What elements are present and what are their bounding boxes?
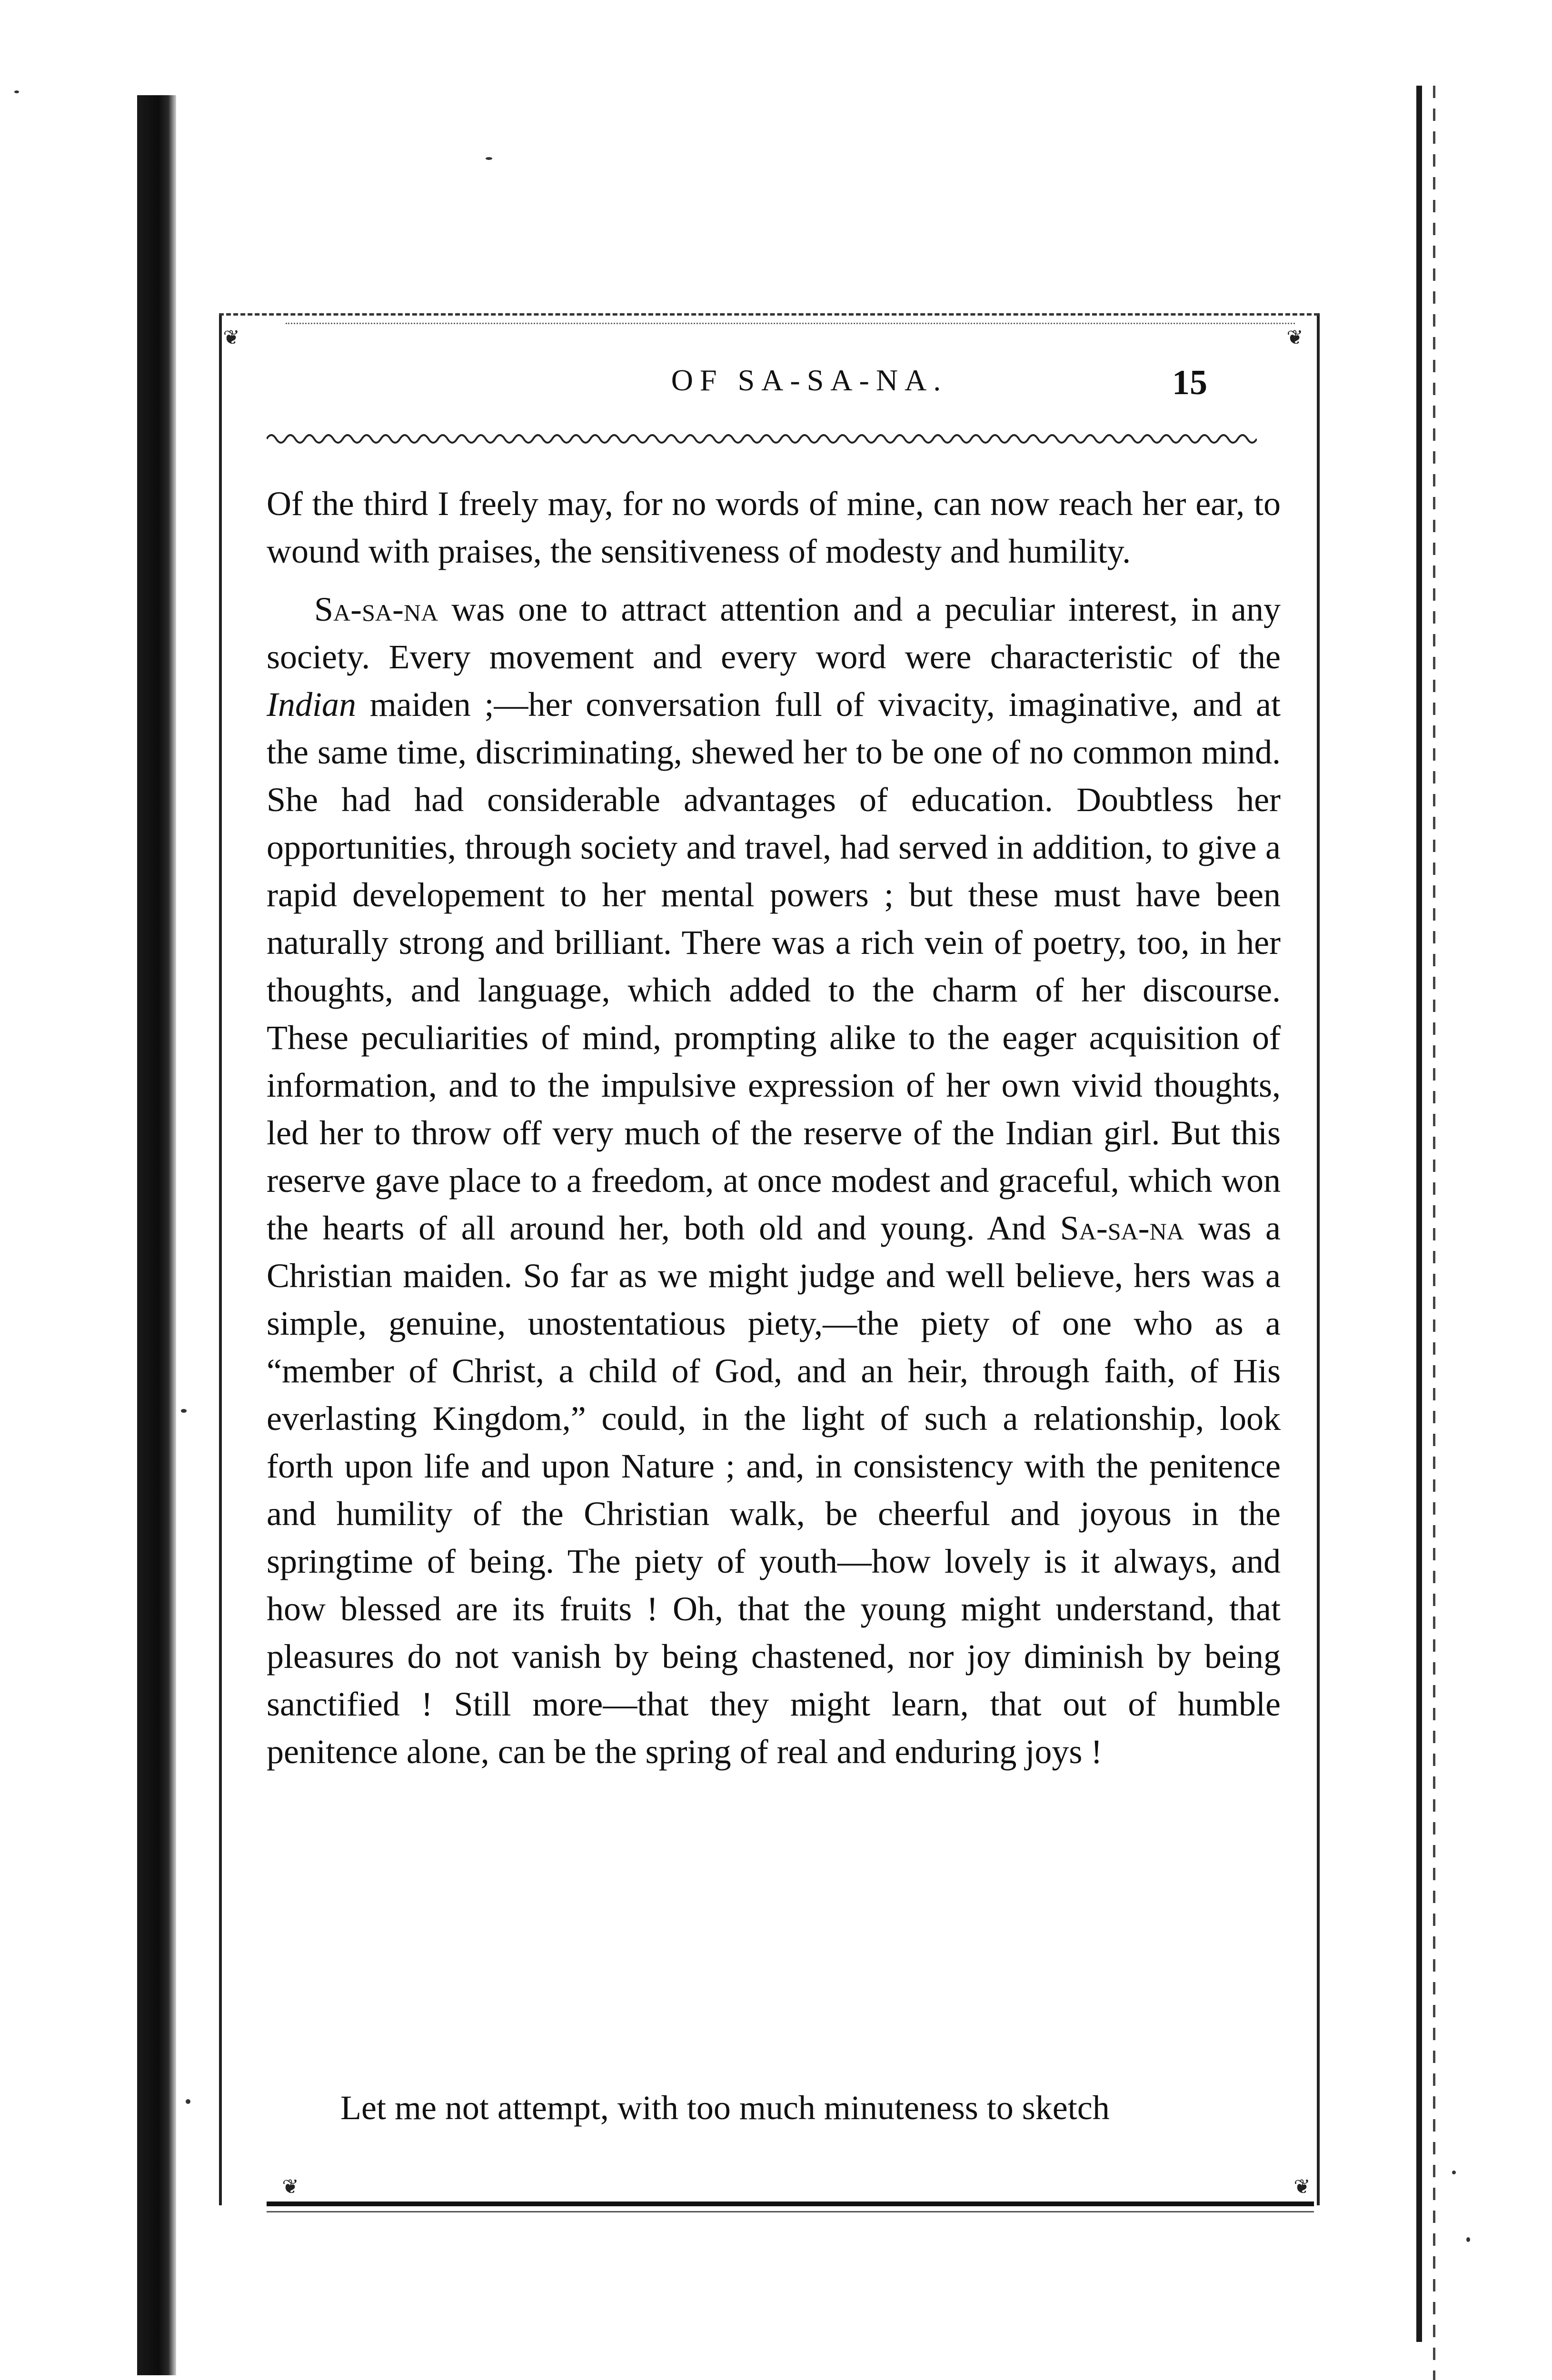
scan-speck [181,1409,187,1413]
scan-speck [186,2099,190,2104]
page-number: 15 [1172,363,1207,402]
paragraph-2-part-b: maiden ;—her conversation full of vivacity, imaginative, and at the same time, discriminating, shewed her to be one of no common mind. She had had considerable advantages of education. Doubtless her opportunities, through society and travel, had served in addition, to give a rapid developement to her mental powers ; but these must have been naturally strong and brilliant. There was a rich vein of poetry, too, in her thoughts, and language, which added to the charm of her discourse. These peculiarities of mind, prompting alike to the eager acquisition of information, and to the impulsive expression of her own vivid thoughts, led her to throw off very much of the reserve of the Indian girl. But this reserve gave place to a freedom, at once modest and graceful, which won the hearts of all around her, both old and young. And [267,685,1281,1247]
wavy-rule-ornament [267,429,1257,448]
bottom-rule [267,2202,1314,2206]
scan-speck [1466,2237,1470,2242]
catchline: Let me not attempt, with too much minuteness to sketch [340,2089,1110,2127]
bottom-rule-thin [267,2211,1314,2212]
name-sasana: Sa-sa-na [314,590,438,628]
corner-ornament-top-left: ❦ [223,327,240,349]
scan-speck [1452,2171,1456,2174]
body-text [267,480,1281,1786]
italic-indian: Indian [267,685,356,724]
top-rule [219,313,1319,316]
scan-binding-shadow-left [137,95,176,2375]
paragraph-2-part-a: was one to attract attention and a peculiar interest, in any society. Every movement and every word were characteristic of the [267,590,1281,676]
paragraph-1: Of the third I freely may, for no words of mine, can now reach her ear, to wound with praises, the sensitiveness of modesty and humility. [267,485,1281,570]
running-head: OF SA-SA-NA. [671,363,948,397]
scan-speck [486,157,492,160]
corner-ornament-top-right: ❦ [1286,327,1303,349]
top-rule-dotted [286,323,1295,324]
scan-edge-right [1416,86,1422,2342]
paragraph-2 [267,585,1281,1775]
scan-speck [14,90,19,93]
corner-ornament-bottom-right: ❦ [1293,2176,1311,2198]
name-sasana-2: Sa-sa-na [1060,1209,1184,1247]
paragraph-2-part-c: was a Christian maiden. So far as we might judge and well believe, hers was a simple, genuine, unostentatious piety,—the piety of one who as a “member of Christ, a child of God, and an heir, through faith, of His everlasting Kingdom,” could, in the light of such a relationship, look forth upon life and upon Nature ; and, in consistency with the penitence and humility of the Christian walk, be cheerful and joyous in the springtime of being. The piety of youth—how lovely is it always, and how blessed are its fruits ! Oh, that the young might understand, that pleasures do not vanish by being chastened, nor joy diminish by being sanctified ! Still more—that they might learn, that out of humble penitence alone, can be the spring of real and enduring joys ! [267,1209,1281,1771]
corner-ornament-bottom-left: ❦ [282,2176,299,2198]
scan-edge-right-dashes [1433,86,1435,2380]
